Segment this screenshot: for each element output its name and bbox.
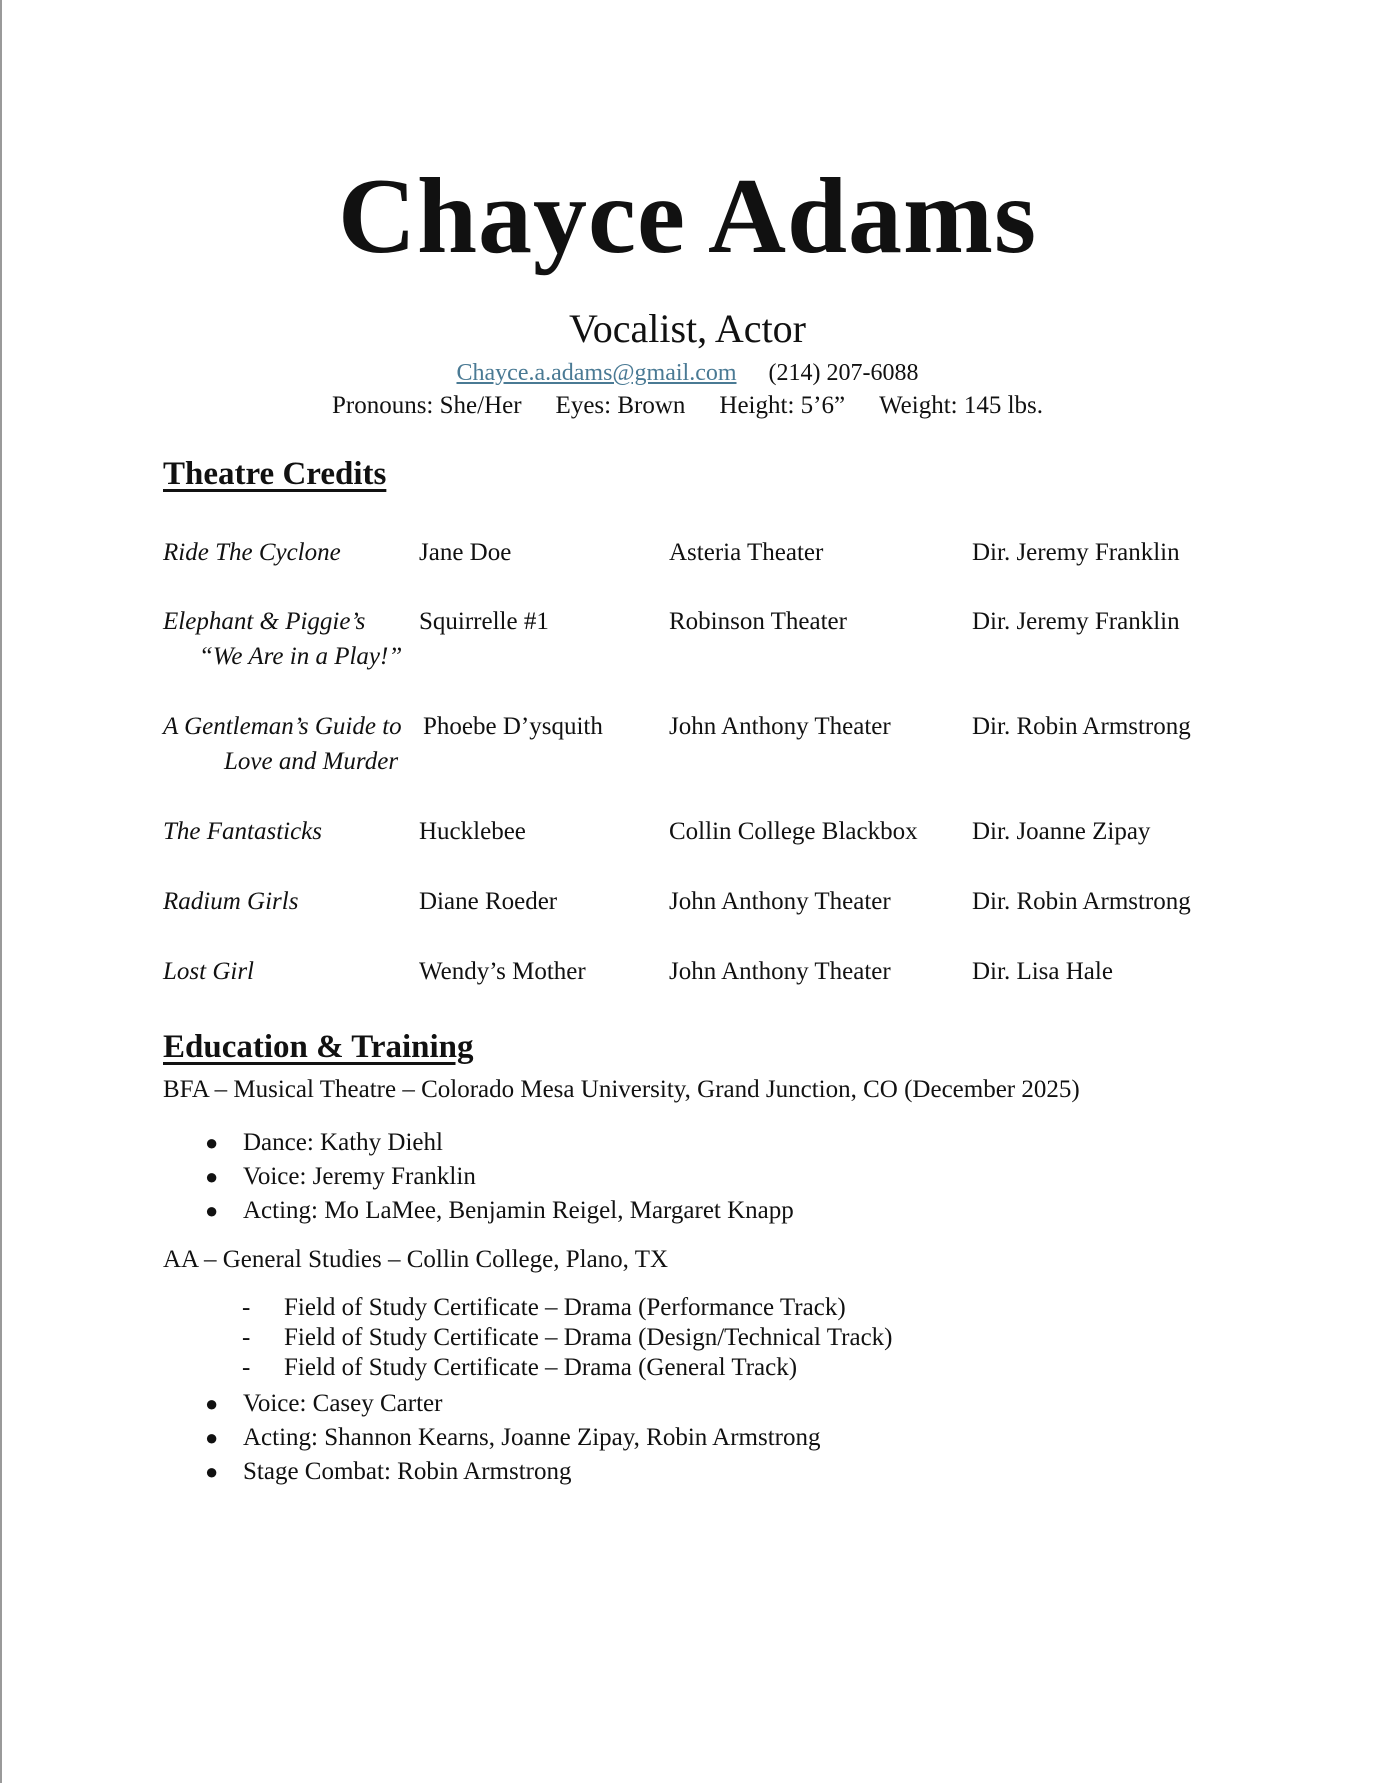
list-item: - Field of Study Certificate – Drama (Design/Technical Track) xyxy=(242,1324,893,1351)
credit-role: Squirrelle #1 xyxy=(419,608,549,635)
credit-role: Hucklebee xyxy=(419,818,526,845)
credit-venue: Asteria Theater xyxy=(669,539,824,566)
credit-show: Ride The Cyclone xyxy=(163,539,341,566)
credit-venue: John Anthony Theater xyxy=(669,713,891,740)
list-item: - Field of Study Certificate – Drama (General Track) xyxy=(242,1354,798,1381)
credit-show: A Gentleman’s Guide to Love and Murder xyxy=(163,713,402,775)
list-item: - Field of Study Certificate – Drama (Performance Track) xyxy=(242,1294,846,1321)
credit-director: Dir. Lisa Hale xyxy=(972,958,1113,985)
list-item: ● Acting: Shannon Kearns, Joanne Zipay, Robin Armstrong xyxy=(205,1424,821,1451)
credit-show: Radium Girls xyxy=(163,888,299,915)
credit-venue: Robinson Theater xyxy=(669,608,847,635)
aa-certificate-list xyxy=(163,1293,893,1383)
email-link[interactable]: Chayce.a.adams@gmail.com xyxy=(456,360,737,386)
list-item: ● Stage Combat: Robin Armstrong xyxy=(205,1458,572,1485)
credit-director: Dir. Jeremy Franklin xyxy=(972,539,1180,566)
credit-show: The Fantasticks xyxy=(163,818,323,845)
credit-director: Dir. Joanne Zipay xyxy=(972,818,1151,845)
stat-height: Height: 5’6” xyxy=(719,392,846,419)
list-item: ● Acting: Mo LaMee, Benjamin Reigel, Margaret Knapp xyxy=(205,1197,794,1224)
credit-venue: John Anthony Theater xyxy=(669,888,891,915)
list-item: ● Dance: Kathy Diehl xyxy=(205,1129,443,1156)
credit-role: Diane Roeder xyxy=(419,888,558,915)
credit-row xyxy=(0,535,1375,595)
credit-row xyxy=(0,814,1375,874)
bfa-degree: BFA – Musical Theatre – Colorado Mesa University, Grand Junction, CO (December 2025) xyxy=(163,1076,1080,1103)
subtitle: Vocalist, Actor xyxy=(568,306,806,351)
credit-role: Jane Doe xyxy=(419,539,512,566)
credit-row xyxy=(0,709,1375,779)
stat-pronouns: Pronouns: She/Her xyxy=(331,392,522,419)
credit-show: Elephant & Piggie’s “We Are in a Play!” xyxy=(163,608,403,670)
stat-eyes: Eyes: Brown xyxy=(555,392,686,419)
education-heading: Education & Training xyxy=(163,1029,474,1065)
phone-number: (214) 207-6088 xyxy=(768,360,919,386)
list-item: ● Voice: Casey Carter xyxy=(205,1390,443,1417)
credit-row xyxy=(0,604,1375,674)
credit-director: Dir. Robin Armstrong xyxy=(972,713,1191,740)
credit-director: Dir. Jeremy Franklin xyxy=(972,608,1180,635)
theatre-credits-heading: Theatre Credits xyxy=(163,456,387,492)
bfa-training-list xyxy=(163,1126,794,1228)
name-heading: Chayce Adams xyxy=(337,157,1038,276)
aa-training-list xyxy=(163,1387,820,1489)
credit-venue: Collin College Blackbox xyxy=(669,818,918,845)
credit-role: Wendy’s Mother xyxy=(419,958,586,985)
credit-director: Dir. Robin Armstrong xyxy=(972,888,1191,915)
stat-weight: Weight: 145 lbs. xyxy=(879,392,1044,419)
list-item: ● Voice: Jeremy Franklin xyxy=(205,1163,476,1190)
credit-row xyxy=(0,884,1375,944)
physical-stats xyxy=(0,389,1375,423)
contact-line xyxy=(0,356,1375,390)
credit-venue: John Anthony Theater xyxy=(669,958,891,985)
aa-degree: AA – General Studies – Collin College, Plano, TX xyxy=(163,1246,669,1273)
credit-row xyxy=(0,954,1375,1014)
credit-role: Phoebe D’ysquith xyxy=(423,713,603,740)
credit-show: Lost Girl xyxy=(163,958,255,985)
